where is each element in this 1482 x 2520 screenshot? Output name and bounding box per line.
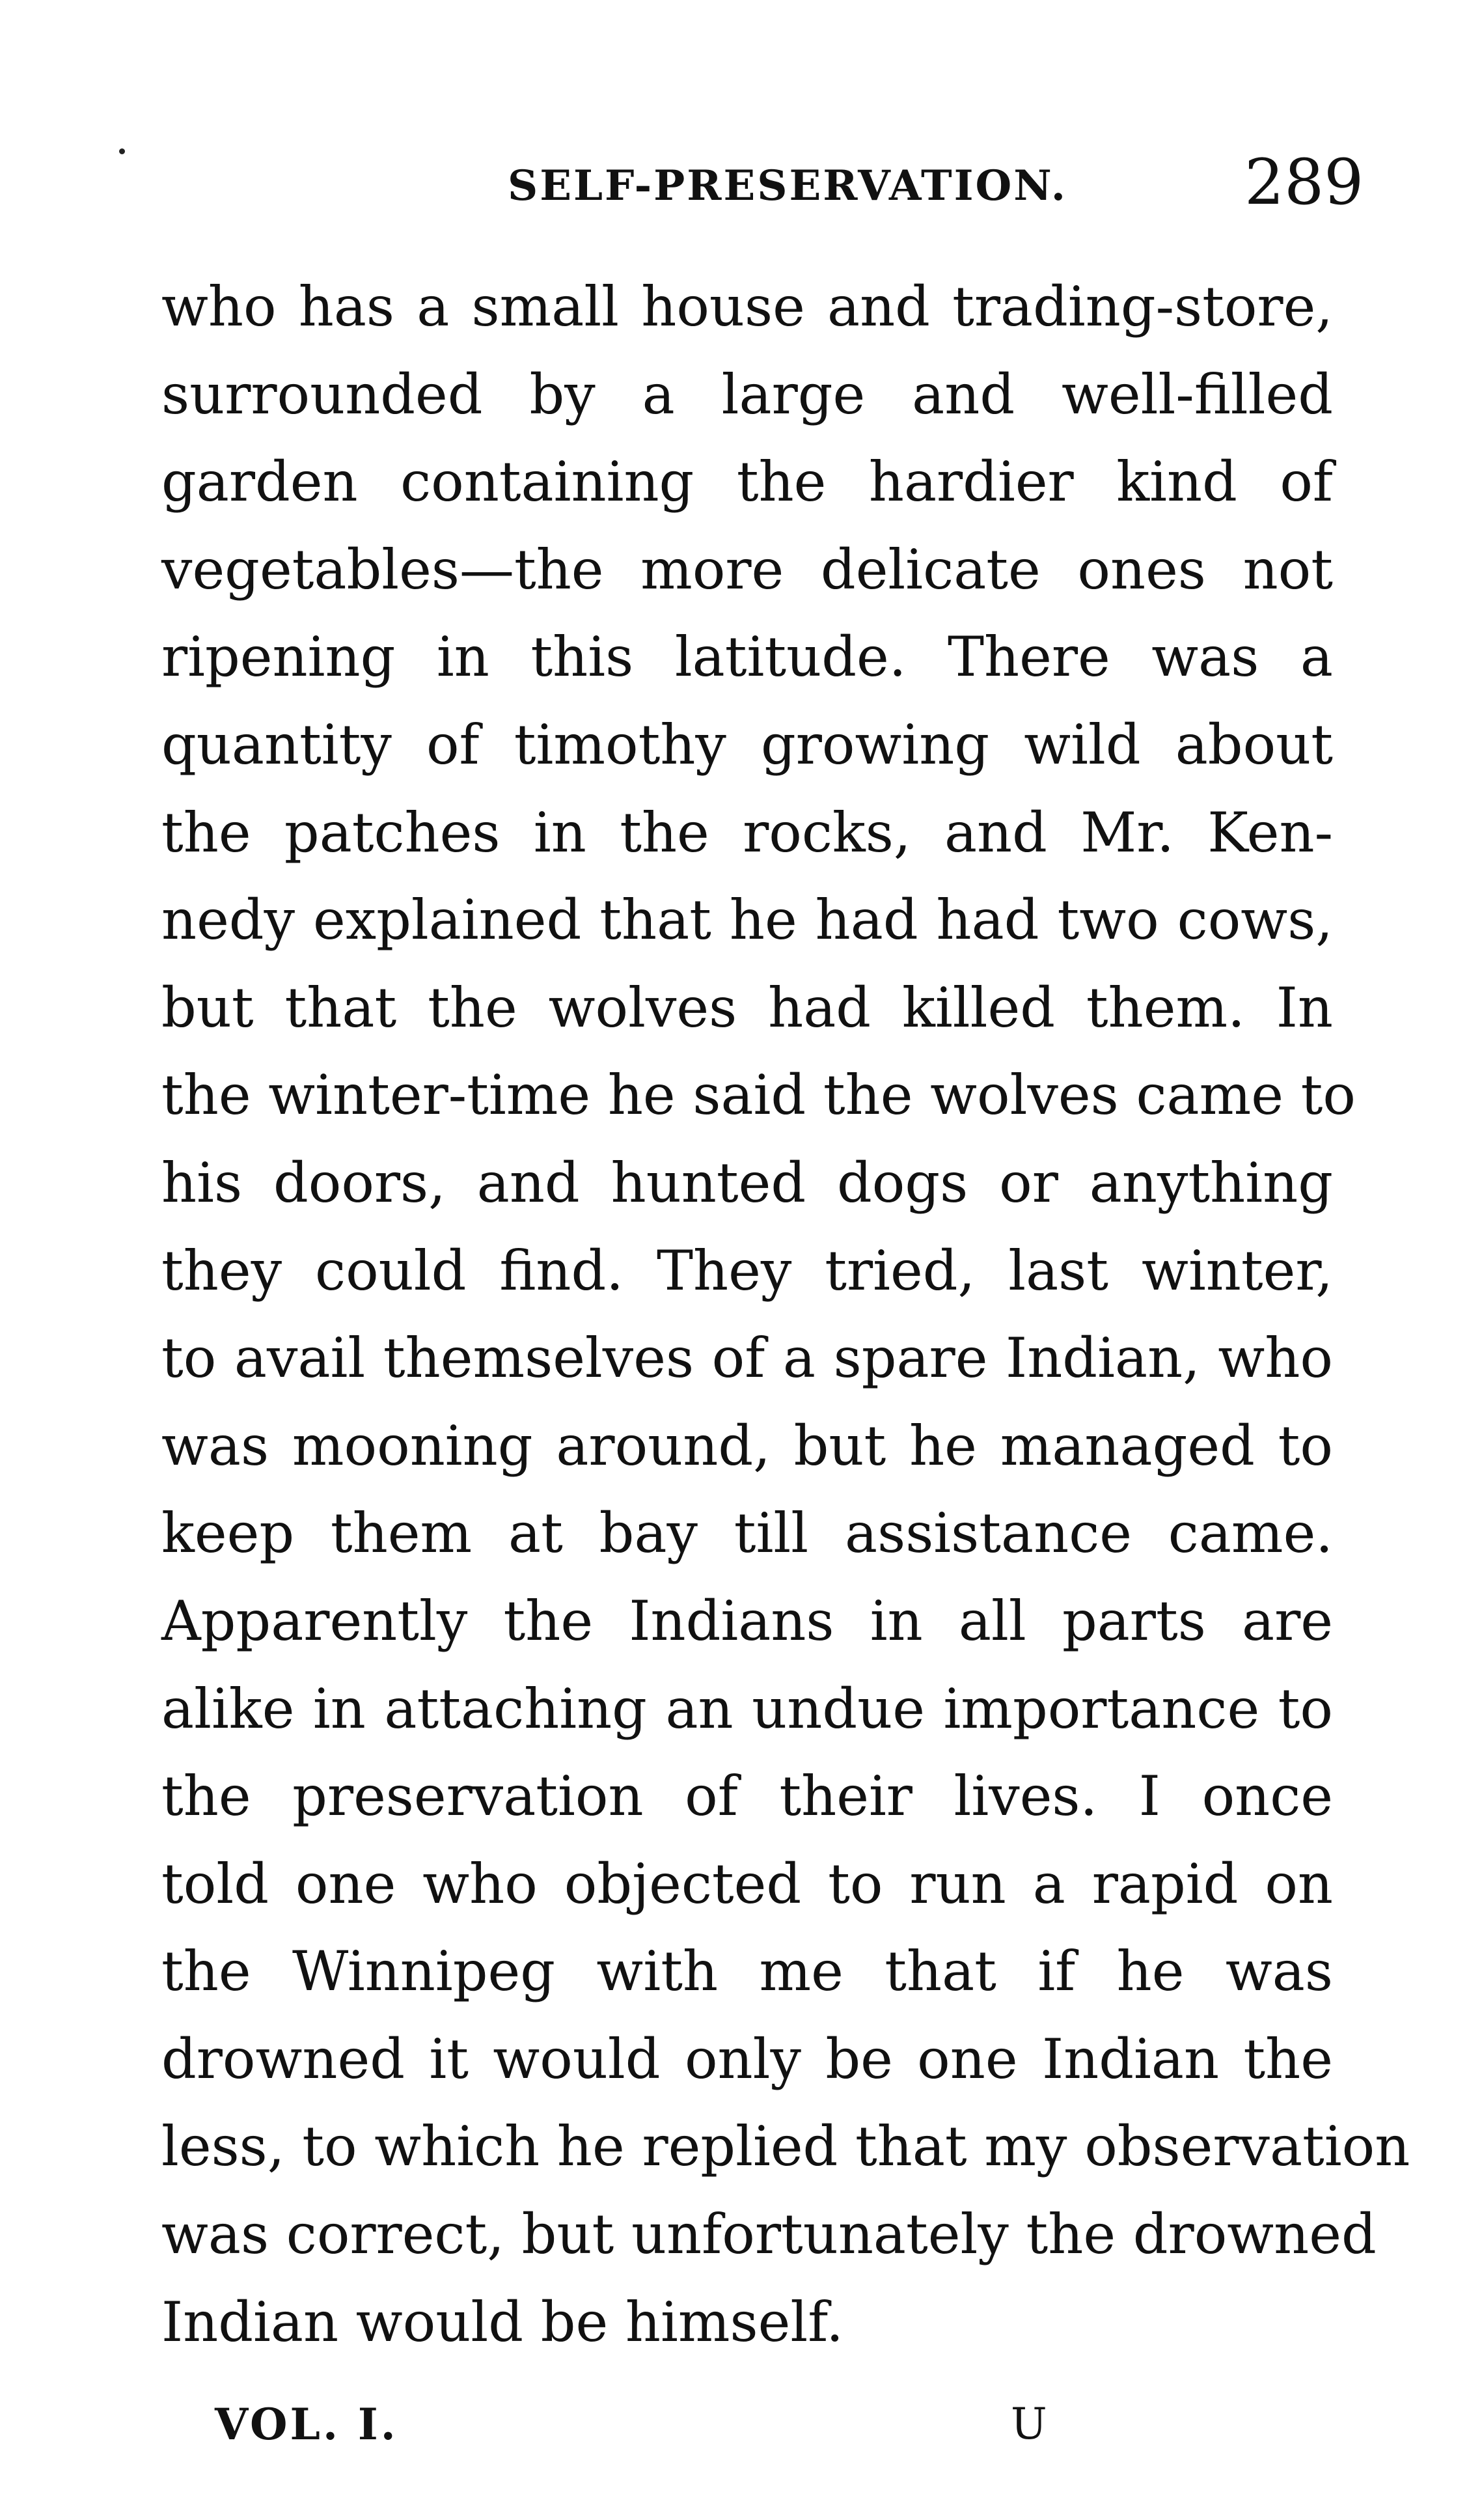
signature-mark: U [1011, 2399, 1047, 2449]
page-number: 289 [1244, 146, 1364, 219]
text-line: alike in attaching an undue importance to [161, 1676, 1333, 1741]
text-line: they could find. They tried, last winter, [161, 1238, 1333, 1303]
text-line: garden containing the hardier kind of [161, 450, 1333, 514]
text-line: the winter-time he said the wolves came to [161, 1063, 1356, 1128]
text-line: the Winnipeg with me that if he was [161, 1939, 1333, 2004]
text-line: was correct, but unfortunately the drowned [161, 2202, 1377, 2267]
body-text [161, 263, 1410, 2366]
text-line: Apparently the Indians in all parts are [161, 1588, 1333, 1653]
volume-signature: VOL. I. [215, 2399, 398, 2450]
page-footer [0, 2399, 1482, 2464]
text-line: less, to which he replied that my observation [161, 2114, 1410, 2179]
text-line: but that the wolves had killed them. In [161, 975, 1333, 1040]
text-line: told one who objected to run a rapid on [161, 1851, 1333, 1916]
running-head [0, 146, 1482, 224]
text-line-last: Indian would be himself. [161, 2290, 844, 2354]
text-line: keep them at bay till assistance came. [161, 1501, 1333, 1566]
text-line: who has a small house and trading-store, [161, 275, 1333, 339]
text-line: to avail themselves of a spare Indian, who [161, 1326, 1333, 1391]
text-line: the preservation of their lives. I once [161, 1764, 1333, 1829]
text-line: his doors, and hunted dogs or anything [161, 1150, 1333, 1215]
running-head-title: SELF-PRESERVATION. [508, 161, 1067, 210]
text-line: nedy explained that he had had two cows, [161, 888, 1333, 952]
text-line: surrounded by a large and well-filled [161, 362, 1333, 426]
text-line: quantity of timothy growing wild about [161, 712, 1333, 777]
text-line: the patches in the rocks, and Mr. Ken- [161, 800, 1333, 865]
text-line: drowned it would only be one Indian the [161, 2027, 1333, 2091]
text-line: vegetables—the more delicate ones not [161, 537, 1333, 602]
text-line: ripening in this latitude. There was a [161, 625, 1333, 689]
text-line: was mooning around, but he managed to [161, 1413, 1333, 1478]
